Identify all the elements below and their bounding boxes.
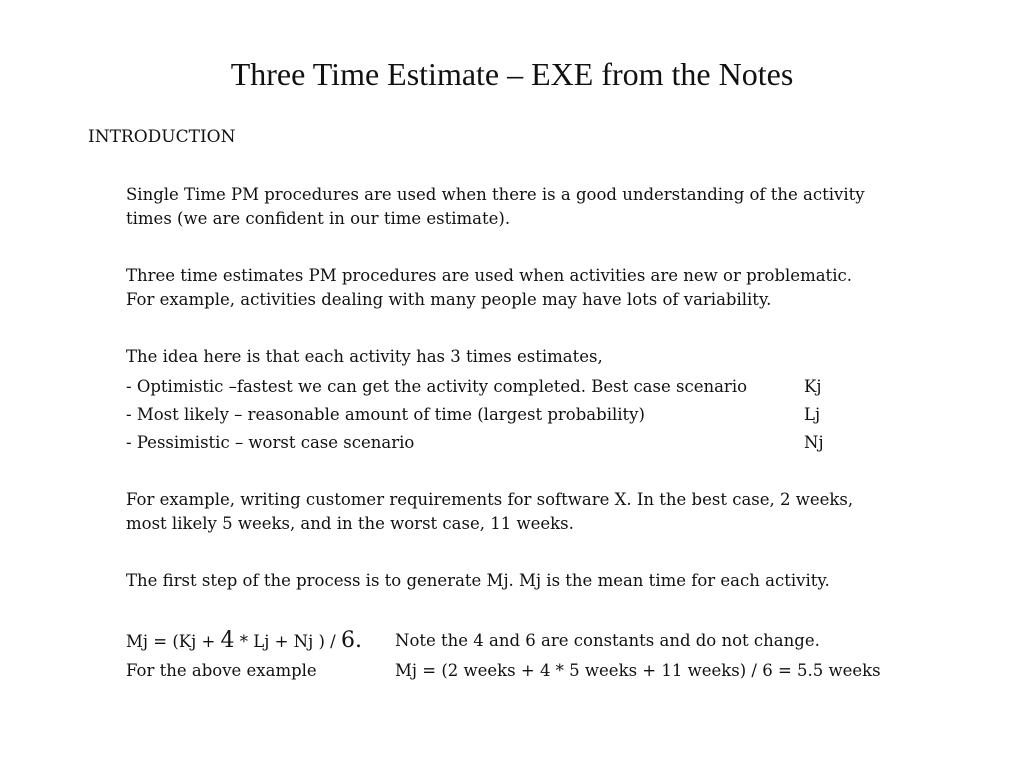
- estimate-text: - Optimistic –fastest we can get the activity completed. Best case scenario: [126, 377, 748, 396]
- estimate-text: - Pessimistic – worst case scenario: [126, 433, 415, 452]
- slide-title: Three Time Estimate – EXE from the Notes: [230, 56, 794, 92]
- estimate-symbol: Kj: [804, 377, 822, 396]
- paragraph-idea: The idea here is that each activity has 3 times estimates,: [126, 347, 603, 366]
- estimate-row-pessimistic: [126, 429, 916, 457]
- paragraph-three-time: Three time estimates PM procedures are used when activities are new or problematic. For example, activities dealing with many people may have lots of variability.: [126, 266, 852, 309]
- estimate-symbol: Lj: [804, 405, 821, 424]
- formula-row: [126, 626, 916, 656]
- constant-four: 4: [220, 628, 235, 653]
- formula-note: Note the 4 and 6 are constants and do not change.: [395, 631, 820, 650]
- paragraph-single-time: Single Time PM procedures are used when there is a good understanding of the activity times (we are confident in our time estimate).: [126, 185, 865, 228]
- estimate-symbol: Nj: [804, 433, 824, 452]
- slide-body: [126, 183, 916, 686]
- estimate-text: - Most likely – reasonable amount of time (largest probability): [126, 405, 645, 424]
- paragraph-first-step: The first step of the process is to generate Mj. Mj is the mean time for each activity.: [126, 571, 830, 590]
- paragraph-example: For example, writing customer requirements for software X. In the best case, 2 weeks, most likely 5 weeks, and in the worst case, 11 weeks.: [126, 490, 854, 533]
- estimate-row-most-likely: [126, 401, 916, 429]
- mean-formula: Mj = (Kj + 4 * Lj + Nj ) / 6.: [126, 628, 362, 653]
- constant-six: 6.: [340, 628, 362, 653]
- estimate-row-optimistic: [126, 373, 916, 401]
- section-heading: INTRODUCTION: [88, 127, 236, 147]
- example-calc-value: Mj = (2 weeks + 4 * 5 weeks + 11 weeks) / 6 = 5.5 weeks: [395, 661, 881, 680]
- example-calc-label: For the above example: [126, 661, 317, 680]
- example-calc-row: [126, 656, 916, 686]
